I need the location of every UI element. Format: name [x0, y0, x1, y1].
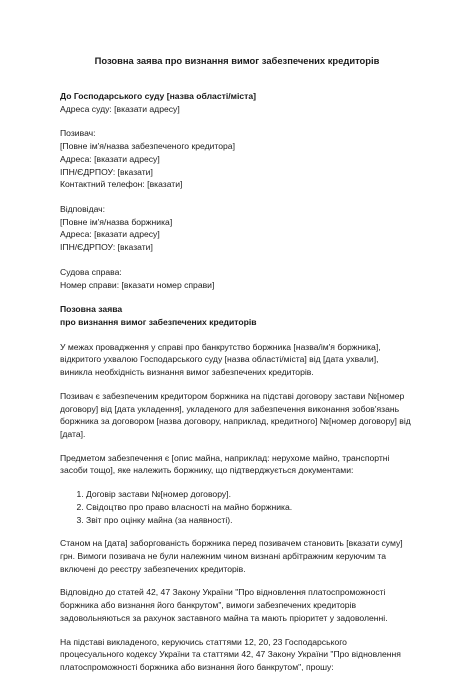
case-label: Судова справа: [60, 266, 122, 277]
claim-heading-line2: про визнання вимог забезпечених кредиторів [60, 316, 257, 327]
paragraph-legal-basis [60, 586, 414, 624]
paragraph-line: На підставі викладеного, керуючись статтями 12, 20, 23 Господарського [60, 636, 347, 647]
paragraph-line: У межах провадження у справі про банкрутство боржника [назва/ім'я боржника], [60, 341, 381, 352]
paragraph-line: засоби тощо], яке належить боржнику, що підтверджується документами: [60, 465, 354, 476]
paragraph-line: задовольняються за рахунок заставного майна та мають пріоритет у задоволенні. [60, 612, 388, 623]
paragraph-line: Станом на [дата] заборгованість боржника перед позивачем становить [вказати суму] [60, 538, 403, 549]
paragraph-secured-creditor [60, 390, 414, 441]
defendant-name: [Повне ім'я/назва боржника] [60, 216, 173, 227]
paragraph-line: Позивач є забезпеченим кредитором боржника на підставі договору застави №[номер [60, 390, 405, 401]
defendant-label: Відповідач: [60, 203, 106, 214]
defendant-block [60, 203, 414, 254]
court-address: Адреса суду: [вказати адресу] [60, 103, 180, 114]
court-name: До Господарського суду [назва області/міста] [60, 90, 256, 101]
defendant-address: Адреса: [вказати адресу] [60, 229, 160, 240]
paragraph-proceedings [60, 341, 414, 379]
paragraph-line: виникла необхідність визнання вимог забезпечених кредиторів. [60, 367, 314, 378]
list-item: 3. Звіт про оцінку майна (за наявності). [86, 514, 414, 527]
paragraph-line: боржника за договором [назва договору, наприклад, кредитного] №[номер договору] від [60, 416, 411, 427]
plaintiff-tax-id: ІПН/ЄДРПОУ: [вказати] [60, 166, 153, 177]
claim-heading [60, 303, 414, 328]
case-block [60, 266, 414, 291]
document-title: Позовна заява про визнання вимог забезпечених кредиторів [94, 55, 380, 66]
paragraph-line: боржника або визнання його банкрутом", вимоги забезпечених кредиторів [60, 600, 357, 611]
paragraph-line: грн. Вимоги позивача не були належним чином визнані арбітражним керуючим та [60, 551, 387, 562]
paragraph-request [60, 636, 414, 674]
plaintiff-address: Адреса: [вказати адресу] [60, 153, 160, 164]
list-item: 2. Свідоцтво про право власності на майно боржника. [86, 501, 414, 514]
plaintiff-label: Позивач: [60, 128, 96, 139]
paragraph-line: [дата]. [60, 429, 86, 439]
plaintiff-name: [Повне ім'я/назва забезпеченого кредитора] [60, 141, 235, 152]
plaintiff-phone: Контактний телефон: [вказати] [60, 179, 183, 190]
list-item: 1. Договір застави №[номер договору]. [86, 488, 414, 501]
paragraph-line: включені до реєстру забезпечених кредиторів. [60, 563, 246, 574]
paragraph-collateral [60, 452, 414, 477]
case-number: Номер справи: [вказати номер справи] [60, 279, 215, 290]
paragraph-debt [60, 537, 414, 575]
paragraph-line: Відповідно до статей 42, 47 Закону України "Про відновлення платоспроможності [60, 587, 386, 598]
paragraph-line: відкритого ухвалою Господарського суду [назва області/міста] від [дата ухвали], [60, 354, 379, 365]
claim-heading-line1: Позовна заява [60, 304, 123, 315]
court-block [60, 90, 414, 115]
paragraph-line: договору] від [дата укладення], укладеного для забезпечення виконання зобов'язань [60, 403, 400, 414]
paragraph-line: Предметом забезпечення є [опис майна, наприклад: нерухоме майно, транспортні [60, 452, 390, 463]
paragraph-line: процесуального кодексу України та статтями 42, 47 Закону України "Про відновлення [60, 649, 401, 660]
paragraph-line: платоспроможності боржника або визнання його банкрутом", прошу: [60, 662, 334, 673]
documents-list [60, 488, 414, 526]
defendant-tax-id: ІПН/ЄДРПОУ: [вказати] [60, 242, 153, 253]
plaintiff-block [60, 127, 414, 191]
